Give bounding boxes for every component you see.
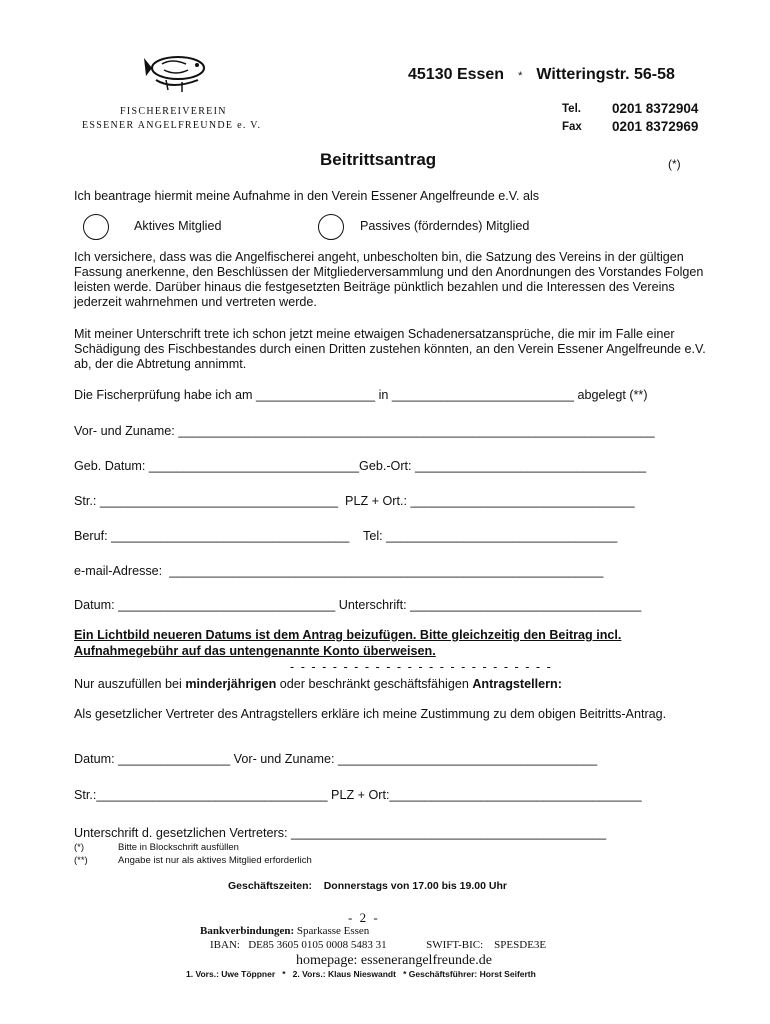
board-members	[186, 969, 536, 979]
name-field[interactable]: ____________________________________________________________________	[178, 424, 655, 438]
org-name-line1: FISCHEREIVEREIN	[120, 106, 227, 117]
guardian-name-field[interactable]: _____________________________________	[337, 752, 598, 766]
name-label: Vor- und Zuname:	[74, 424, 175, 438]
guardian-date-label: Datum:	[74, 752, 115, 766]
job-field[interactable]: __________________________________	[111, 529, 350, 543]
footnote-2-mark: (**)	[74, 855, 88, 866]
board-3-label: Geschäftsführer:	[408, 969, 478, 979]
bank-name: Sparkasse Essen	[296, 925, 370, 937]
minor-bold-1: minderjährigen	[185, 677, 277, 691]
zip-label: PLZ + Ort.:	[345, 494, 407, 508]
date-field[interactable]: _______________________________	[118, 598, 336, 612]
street-label: Str.:	[74, 494, 97, 508]
guardian-zip-field[interactable]: ____________________________________	[389, 788, 642, 802]
guardian-consent: Als gesetzlicher Vertreter des Antragstellers erkläre ich meine Zustimmung zu dem obigen Beitritts-Antrag.	[74, 707, 667, 721]
active-member-label: Aktives Mitglied	[134, 219, 222, 233]
email-field[interactable]: ______________________________________________________________	[169, 564, 604, 578]
address-row	[74, 494, 714, 508]
address-separator: *	[518, 70, 523, 82]
minor-text-2: oder beschränkt geschäftsfähigen	[276, 677, 473, 691]
address	[408, 66, 675, 84]
board-2-name: Klaus Nieswandt	[327, 969, 396, 979]
name-row	[74, 424, 714, 438]
minor-bold-2: Antragstellern:	[472, 677, 562, 691]
footnote-1-text: Bitte in Blockschrift ausfüllen	[118, 842, 239, 853]
declaration-paragraph: Ich versichere, dass was die Angelfischerei angeht, unbescholten bin, die Satzung des Vereins in der gültigen Fassung anerkenne, den Beschlüssen der Mitgliederversammlung und den Anordnungen des Vorstandes Folgen leisten werde. Darüber hinaus die festgesetzten Beiträge pünktlich bezahlen und die Interessen des Vereins jederzeit wahrnehmen und vertreten werde.	[74, 250, 704, 309]
signature-field[interactable]: _________________________________	[410, 598, 642, 612]
tel-label: Tel.	[562, 103, 581, 115]
email-label: e-mail-Adresse:	[74, 564, 163, 578]
date-signature-row	[74, 598, 714, 612]
guardian-date-name-row	[74, 752, 714, 766]
bank-line	[200, 925, 369, 937]
footnote-1-mark: (*)	[74, 842, 85, 853]
exam-place-field[interactable]: __________________________	[391, 388, 575, 402]
job-label: Beruf:	[74, 529, 108, 543]
email-row	[74, 564, 714, 578]
office-hours	[228, 880, 507, 892]
birthdate-label: Geb. Datum:	[74, 459, 146, 473]
guardian-address-row	[74, 788, 714, 802]
exam-row	[74, 388, 714, 402]
section-divider: - - - - - - - - - - - - - - - - - - - - - - - - -	[290, 660, 553, 674]
fax-number: 0201 8372969	[612, 119, 699, 134]
date-label: Datum:	[74, 598, 115, 612]
birthplace-field[interactable]: _________________________________	[415, 459, 647, 473]
exam-in-label: in	[378, 388, 389, 402]
guardian-signature-row	[74, 826, 714, 840]
guardian-street-label: Str.:	[74, 788, 97, 802]
guardian-street-field[interactable]: _________________________________	[96, 788, 328, 802]
passive-member-label: Passives (förderndes) Mitglied	[360, 219, 530, 233]
phone-field[interactable]: _________________________________	[386, 529, 618, 543]
guardian-date-field[interactable]: ________________	[118, 752, 231, 766]
bank-label: Bankverbindungen:	[200, 925, 295, 937]
street-field[interactable]: __________________________________	[99, 494, 339, 508]
birthplace-label: Geb.-Ort:	[359, 459, 412, 473]
minor-notice	[74, 677, 562, 692]
form-title: Beitrittsantrag	[320, 150, 437, 169]
zip-field[interactable]: ________________________________	[410, 494, 635, 508]
guardian-signature-field[interactable]: _____________________________________________	[291, 826, 607, 840]
exam-suffix: abgelegt (**)	[577, 388, 648, 402]
liability-paragraph: Mit meiner Unterschrift trete ich schon jetzt meine etwaigen Schadenersatzansprüche, die mir im Falle einer Schädigung des Fischbestandes durch einen Dritten zustehen könnten, an den Verein Essener Angelfreunde e.V. ab, der die Abtretung annimmt.	[74, 327, 706, 371]
board-1-name: Uwe Töppner	[221, 969, 276, 979]
board-sep-1: *	[282, 969, 286, 979]
iban-value: DE85 3605 0105 0008 5483 31	[248, 939, 387, 951]
footnote-2-text: Angabe ist nur als aktives Mitglied erforderlich	[118, 855, 312, 866]
address-city: 45130 Essen	[408, 66, 505, 83]
swift-label: SWIFT-BIC:	[426, 939, 484, 951]
org-name-line2: ESSENER ANGELFREUNDE e. V.	[82, 120, 262, 131]
photo-notice	[74, 627, 724, 659]
bank-account-line	[210, 939, 546, 951]
passive-member-radio[interactable]	[318, 214, 344, 240]
homepage[interactable]: homepage: essenerangelfreunde.de	[296, 953, 492, 968]
exam-date-field[interactable]: _________________	[256, 388, 376, 402]
minor-text-1: Nur auszufüllen bei	[74, 677, 186, 691]
photo-notice-line1: Ein Lichtbild neueren Datums ist dem Antrag beizufügen. Bitte gleichzeitig den Beitrag incl.	[74, 628, 622, 642]
page-number: - 2 -	[348, 910, 380, 925]
board-1-label: 1. Vors.:	[186, 969, 219, 979]
board-sep-2: *	[403, 969, 407, 979]
office-hours-label: Geschäftszeiten:	[228, 880, 313, 892]
fish-logo-icon	[142, 50, 212, 96]
title-footnote-mark: (*)	[668, 157, 681, 171]
guardian-name-label: Vor- und Zuname:	[233, 752, 335, 766]
exam-label: Die Fischerprüfung habe ich am	[74, 388, 253, 402]
office-hours-value: Donnerstags von 17.00 bis 19.00 Uhr	[323, 880, 507, 892]
iban-label: IBAN:	[210, 939, 240, 951]
board-2-label: 2. Vors.:	[292, 969, 326, 979]
guardian-signature-label: Unterschrift d. gesetzlichen Vertreters:	[74, 826, 288, 840]
tel-number: 0201 8372904	[612, 101, 699, 116]
phone-label: Tel:	[363, 529, 383, 543]
guardian-zip-label: PLZ + Ort:	[331, 788, 390, 802]
active-member-radio[interactable]	[83, 214, 109, 240]
swift-value: SPESDE3E	[494, 939, 547, 951]
intro-text: Ich beantrage hiermit meine Aufnahme in den Verein Essener Angelfreunde e.V. als	[74, 189, 540, 203]
board-3-name: Horst Seiferth	[479, 969, 536, 979]
birth-row	[74, 459, 714, 473]
birthdate-field[interactable]: ______________________________	[148, 459, 360, 473]
fax-label: Fax	[562, 121, 582, 133]
signature-label: Unterschrift:	[338, 598, 407, 612]
club-logo	[78, 48, 288, 138]
job-row	[74, 529, 714, 543]
photo-notice-line2: Aufnahmegebühr auf das untengenannte Konto überweisen.	[74, 644, 436, 658]
address-street: Witteringstr. 56-58	[536, 66, 675, 83]
